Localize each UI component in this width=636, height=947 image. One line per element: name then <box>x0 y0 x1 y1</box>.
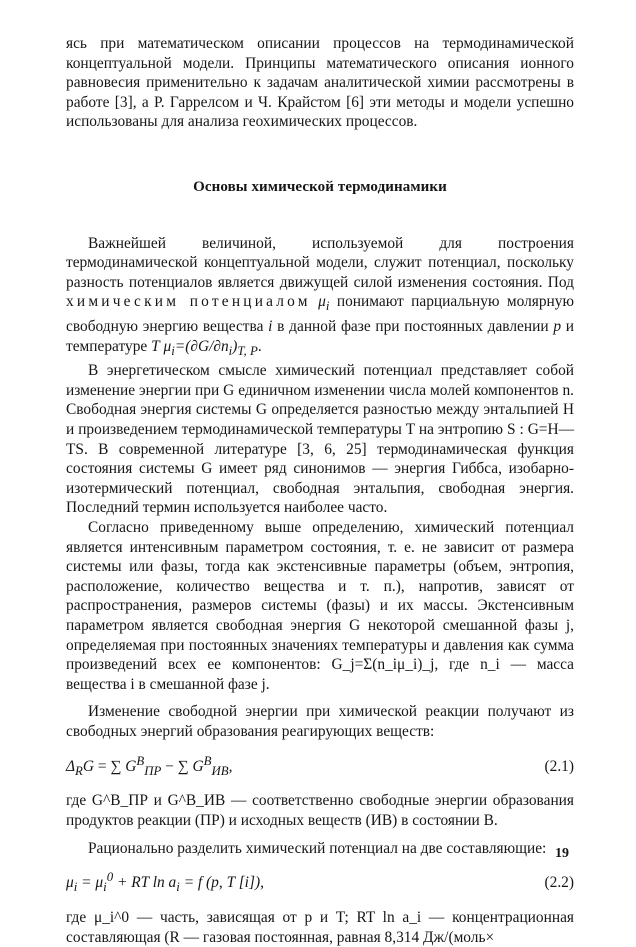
equation-2-2 <box>66 868 574 898</box>
equation-number: (2.1) <box>544 757 574 775</box>
paragraph-split-potential: Рационально разделить химический потенциал на две составляющие: <box>88 839 547 857</box>
equation-2-1-body: $\Delta_RG$ = ∑ $G^B_{ПР}$ − ∑ $G^B_{ИВ}$, <box>66 753 233 778</box>
inline-formula: $\mu_i=(\partial G/\partial n_i)_{T, P}$ <box>163 337 258 358</box>
paragraph-concentration-component: где μ_i^0 — часть, зависящая от p и T; RT ln a_i — концентрационная составляющая (R — газовая постоянная, равная 8,314 Дж/(моль× <box>66 908 574 946</box>
equation-number: (2.2) <box>544 874 574 892</box>
spaced-term: химическим потенциалом <box>66 293 311 311</box>
section-heading: Основы химической термодинамики <box>193 178 447 195</box>
paragraph-reaction-energy: Изменение свободной энергии при химической реакции получают из свободных энергий образования реагирующих веществ: <box>66 703 574 740</box>
equation-2-2-body: $\mu_i = \mu_i^0$ + RT $\ln a_i = f$ (p, T [i]), <box>66 870 264 895</box>
intro-paragraph: ясь при математическом описании процессов на термодинамической концептуальной модели. Принципы математического описания ионного равновесия применительно к задачам аналитической химии рассмотрены в работе [3], а Р. Гаррелсом и Ч. Крайстом [6] эти методы и модели успешно использованы для анализа геохимических процессов. <box>66 35 574 131</box>
paragraph-equation-explanation: где G^B_ПР и G^B_ИВ — соответственно свободные энергии образования продуктов реакции (ПР) и исходных веществ (ИВ) в состоянии В. <box>66 792 574 829</box>
equation-2-1 <box>66 752 574 782</box>
paragraph-chemical-potential: Важнейшей величиной, используемой для построения термодинамической концептуальной модели, служит потенциал, поскольку разность потенциалов является движущей силой изменения состояния. Под химическим потенциалом $\mu_i$ понимают парциальную молярную свободную энергию вещества i в данной фазе при постоянных давлении p и температуре T $\mu_i=(\partial G/\partial n_i)_{T, P}$. <box>66 234 575 358</box>
document-page <box>66 34 574 947</box>
paragraph-intensive-parameter: Согласно приведенному выше определению, химический потенциал является интенсивным параметром состояния, т. е. не зависит от размера системы или фазы, тогда как экстенсивные параметры (объем, энтропия, расположение, количество вещества и т. п.), напротив, зависят от распространения, размеров системы (фазы) и их массы. Экстенсивным параметром является свободная энергия G некоторой смешанной фазы j, определяемая при постоянных значениях температуры и давления как сумма произведений всех ее компонентов: G_j=Σ(n_iμ_i)_j, где n_i — масса вещества i в смешанной фазе j. <box>66 519 574 693</box>
paragraph-free-energy: В энергетическом смысле химический потенциал представляет собой изменение энергии при G единичном изменении числа молей компонентов n. Свободная энергия системы G определяется разностью между энтальпией H и произведением термодинамической температуры T на энтропию S : G=H—TS. В современной литературе [3, 6, 25] термодинамическая функция состояния системы G имеет ряд синонимов — энергия Гиббса, изобарно-изотермический потенциал, свободная энтальпия, свободная энергия. Последний термин используется наиболее часто. <box>66 362 574 517</box>
page-number: 19 <box>555 846 569 861</box>
